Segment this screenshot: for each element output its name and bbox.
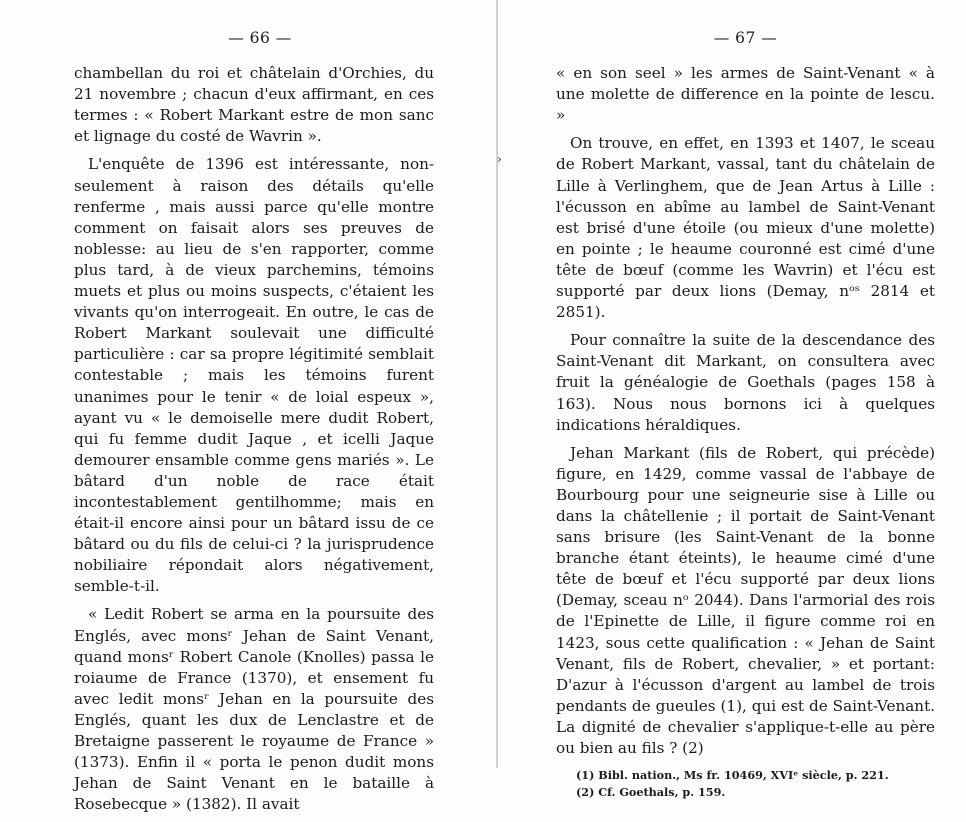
left-paragraph-1: chambellan du roi et châtelain d'Orchies, du 21 novembre ; chacun d'eux affirmant, en ces termes : « Robert Markant estre de mon sanc et lignage du costé de Wavrin ». <box>74 64 434 146</box>
left-paragraph-3: « Ledit Robert se arma en la poursuite des Englés, avec monsʳ Jehan de Saint Venant, quand monsʳ Robert Canole (Knolles) passa le roiaume de France (1370), et ensement fu avec ledit monsʳ Jehan en la poursuite des Englés, quant les dux de Lenclastre et de Bretaigne passerent le royaume de France » (1373). Enfin il « porta le penon dudit mons Jehan de Saint Venant en le bataille à Rosebecque » (1382). Il avait <box>74 605 434 814</box>
right-paragraph-1: « en son seel » les armes de Saint-Venant « à une molette de difference en la pointe de lescu. » <box>556 64 935 125</box>
right-paragraph-3: Pour connaître la suite de la descendance des Saint-Venant dit Markant, on consultera avec fruit la généalogie de Goethals (pages 158 à 163). Nous nous bornons ici à quelques indications héraldiques. <box>556 331 935 434</box>
right-paragraph-4: Jehan Markant (fils de Robert, qui précède) figure, en 1429, comme vassal de l'abbaye de Bourbourg pour une seigneurie sise à Lille ou dans la châtellenie ; il portait de Saint-Venant sans brisure (les Saint-Venant de la bonne branche étant éteints), le heaume cimé d'une tête de bœuf et l'écu supporté par deux lions (Demay, sceau nᵒ 2044). Dans l'armorial des rois de l'Epinette de Lille, il figure comme roi en 1423, sous cette qualification : « Jehan de Saint Venant, fils de Robert, chevalier, » et portant: D'azur à l'écusson d'argent au lambel de trois pendants de gueules (1), qui est de Saint-Venant. La dignité de chevalier s'applique-t-elle au père ou bien au fils ? (2) <box>556 443 935 757</box>
footnote-2: (2) Cf. Goethals, p. 159. <box>576 785 726 800</box>
right-page <box>556 28 935 801</box>
footnotes <box>556 767 935 801</box>
page-number-left: — 66 — <box>228 29 292 47</box>
left-page <box>74 28 434 822</box>
left-paragraph-2: L'enquête de 1396 est intéressante, non-seulement à raison des détails qu'elle renferme , mais aussi parce qu'elle montre comment on faisait alors ses preuves de noblesse: au lieu de s'en rapporter, comme plus tard, à de vieux parchemins, témoins muets et plus ou moins suspects, c'étaient les vivants qu'on interrogeait. En outre, le cas de Robert Markant soulevait une difficulté particulière : car sa propre légitimité semblait contestable ; mais les témoins furent unanimes pour le tenir « de loial espeux », ayant vu « le demoiselle mere dudit Robert, qui fu femme dudit Jaque , et icelli Jaque demourer ensamble comme gens mariés ». Le bâtard d'un noble de race était incontestablement gentilhomme; mais en était-il encore ainsi pour un bâtard issu de ce bâtard ou du fils de celui-ci ? la jurisprudence nobiliaire répondait alors négativement, semble-t-il. <box>74 155 434 596</box>
gutter-mark: › <box>497 152 502 166</box>
right-paragraph-2: On trouve, en effet, en 1393 et 1407, le sceau de Robert Markant, vassal, tant du châtelain de Lille à Verlinghem, que de Jean Artus à Lille : l'écusson en abîme au lambel de Saint-Venant est brisé d'une étoile (ou mieux d'une molette) en pointe ; le heaume couronné est cimé d'une tête de bœuf (comme les Wavrin) et l'écu est supporté par deux lions (Demay, nᵒˢ 2814 et 2851). <box>556 134 935 322</box>
page-number-right: — 67 — <box>713 29 778 47</box>
footnote-1: (1) Bibl. nation., Ms fr. 10469, XVIᵉ siècle, p. 221. <box>576 768 889 783</box>
book-gutter <box>496 0 498 768</box>
